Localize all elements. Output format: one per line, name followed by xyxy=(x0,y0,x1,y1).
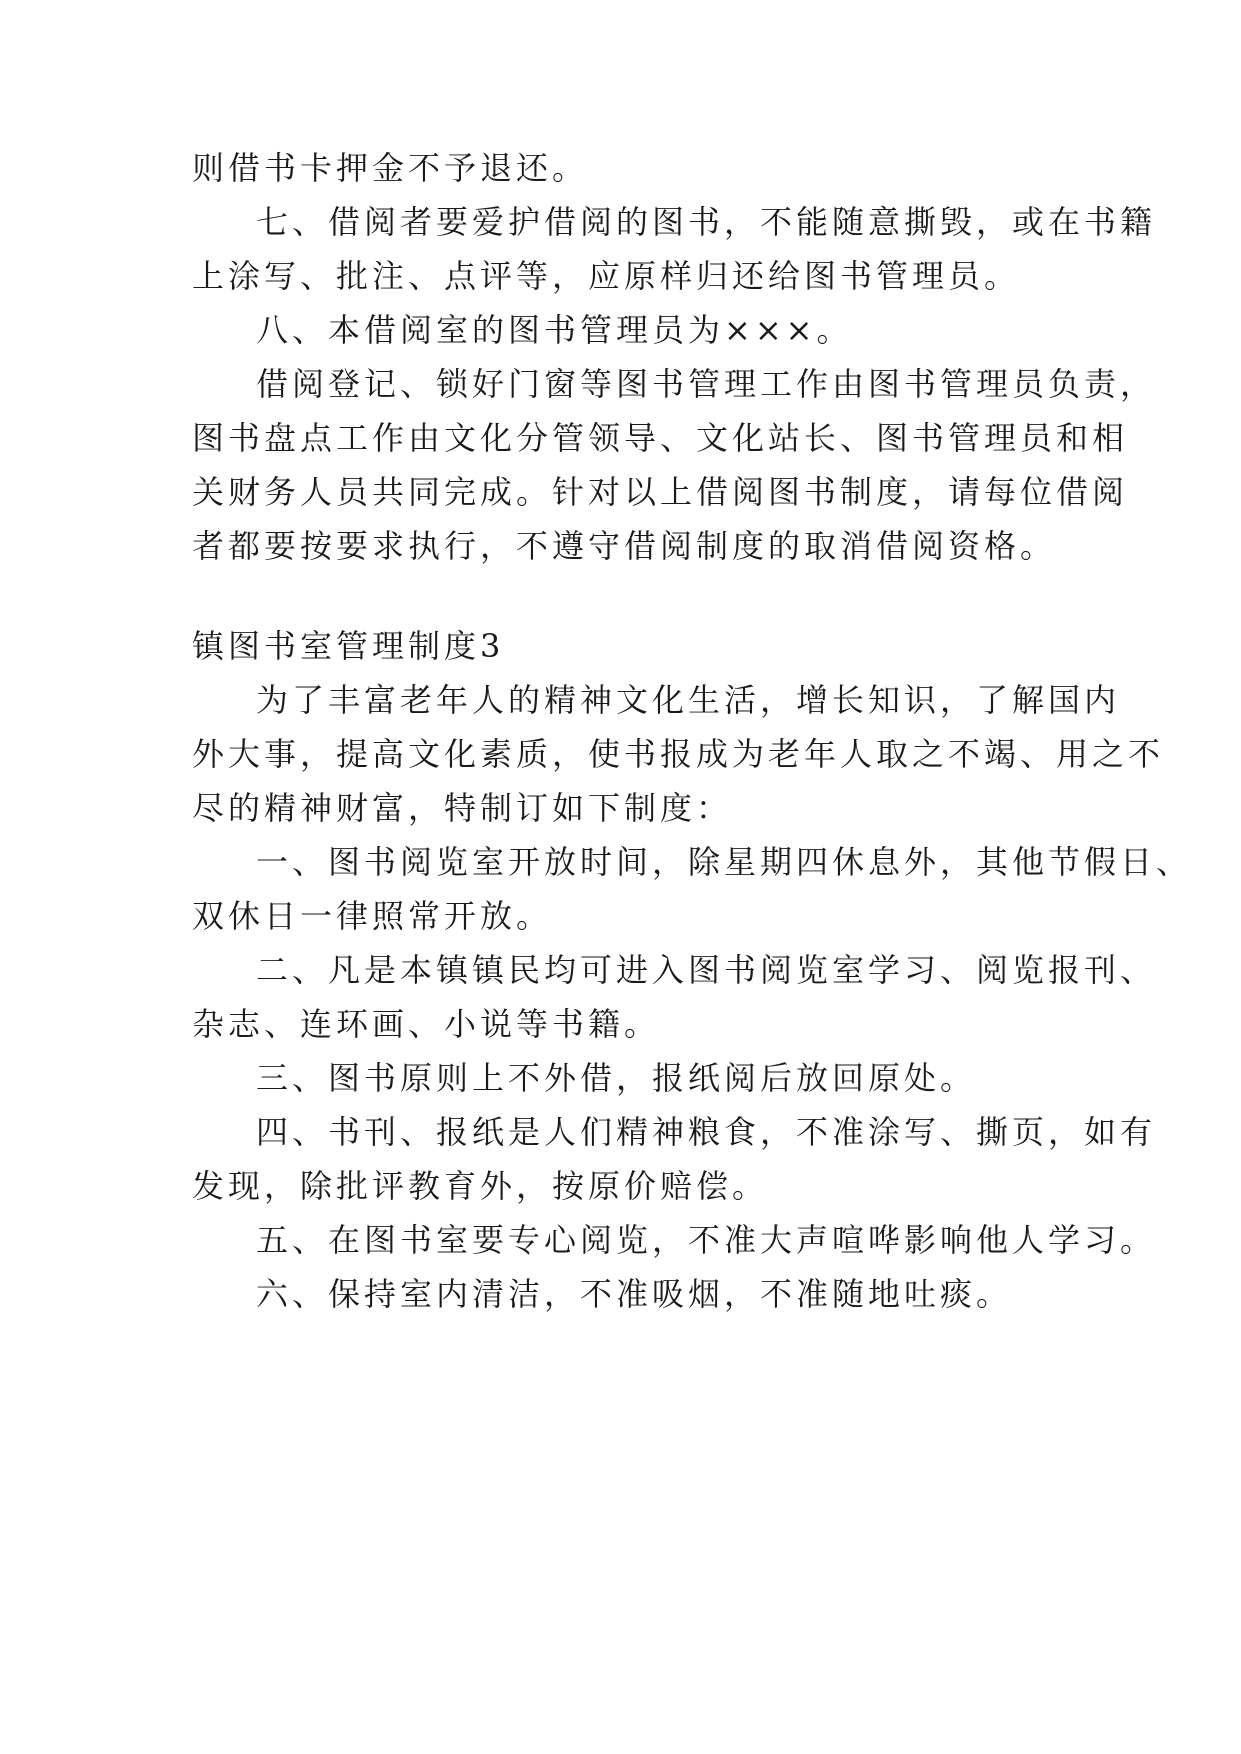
paragraph-line: 六、保持室内清洁，不准吸烟，不准随地吐痰。 xyxy=(256,1275,1013,1313)
paragraph-line: 杂志、连环画、小说等书籍。 xyxy=(192,1005,661,1043)
paragraph-line: 发现，除批评教育外，按原价赔偿。 xyxy=(192,1167,769,1205)
paragraph-line: 外大事，提高文化素质，使书报成为老年人取之不竭、用之不 xyxy=(192,735,1165,773)
paragraph-line: 图书盘点工作由文化分管领导、文化站长、图书管理员和相 xyxy=(192,419,1129,457)
paragraph-line: 八、本借阅室的图书管理员为×××。 xyxy=(256,311,853,349)
paragraph-line: 七、借阅者要爱护借阅的图书，不能随意撕毁，或在书籍 xyxy=(256,203,1157,241)
paragraph-line: 四、书刊、报纸是人们精神粮食，不准涂写、撕页，如有 xyxy=(256,1113,1157,1151)
paragraph-line: 二、凡是本镇镇民均可进入图书阅览室学习、阅览报刊、 xyxy=(256,951,1157,989)
paragraph-line: 关财务人员共同完成。针对以上借阅图书制度，请每位借阅 xyxy=(192,473,1129,511)
paragraph-line: 一、图书阅览室开放时间，除星期四休息外，其他节假日、 xyxy=(256,843,1193,881)
paragraph-line: 三、图书原则上不外借，报纸阅后放回原处。 xyxy=(256,1059,977,1097)
paragraph-line: 者都要按要求执行，不遵守借阅制度的取消借阅资格。 xyxy=(192,527,1057,565)
paragraph-line: 双休日一律照常开放。 xyxy=(192,897,553,935)
section-title: 镇图书室管理制度3 xyxy=(192,627,505,665)
paragraph-line: 则借书卡押金不予退还。 xyxy=(192,149,589,187)
paragraph-line: 借阅登记、锁好门窗等图书管理工作由图书管理员负责， xyxy=(256,365,1157,403)
paragraph-line: 五、在图书室要专心阅览，不准大声喧哗影响他人学习。 xyxy=(256,1221,1157,1259)
paragraph-line: 上涂写、批注、点评等，应原样归还给图书管理员。 xyxy=(192,257,1021,295)
paragraph-line: 为了丰富老年人的精神文化生活，增长知识，了解国内 xyxy=(256,681,1121,719)
paragraph-line: 尽的精神财富，特制订如下制度： xyxy=(192,789,733,827)
